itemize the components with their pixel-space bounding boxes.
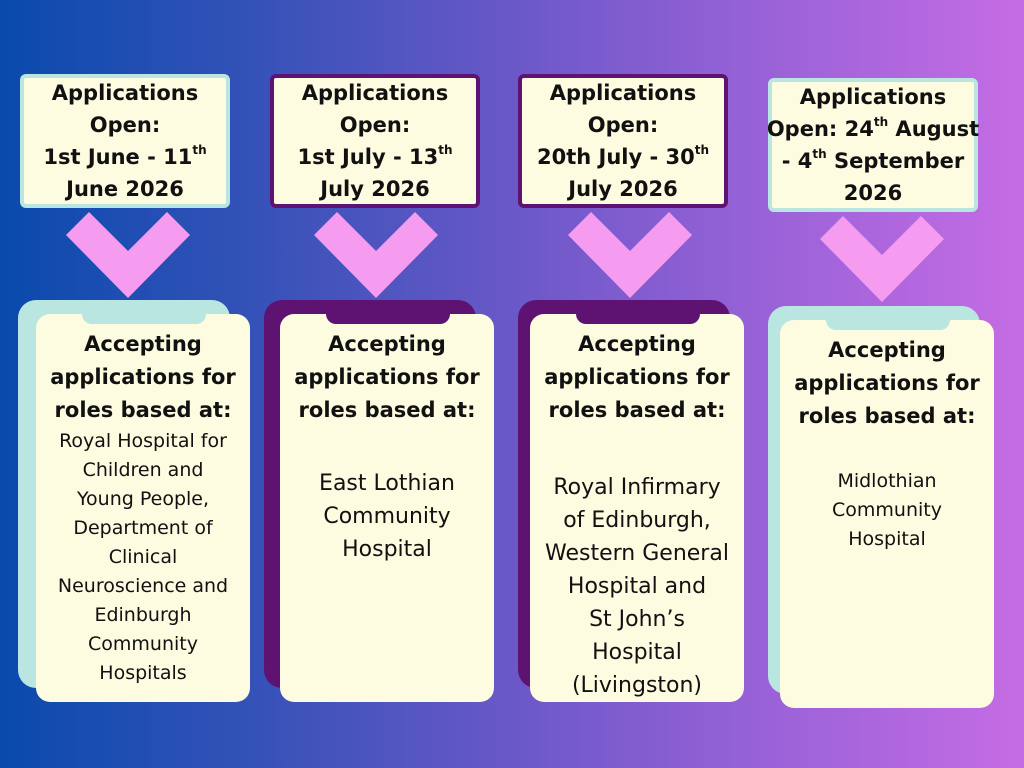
chevron-down-icon — [820, 216, 944, 306]
card-locations: Royal Infirmary of Edinburgh, Western General Hospital and St John’s Hospital (Livingston) — [545, 475, 729, 698]
date-line: Open: — [587, 113, 659, 137]
date-box-3 — [518, 74, 728, 208]
date-line: Applications — [799, 85, 947, 109]
date-line: 20th July - 30th — [536, 143, 710, 169]
date-line: Open: — [89, 113, 161, 137]
location-card-2 — [280, 314, 494, 702]
card-tab — [826, 316, 950, 330]
chevron-down-icon — [314, 212, 438, 302]
card-tab — [326, 310, 450, 324]
card-tab — [576, 310, 700, 324]
date-line: - 4th September — [781, 147, 965, 173]
date-box-2 — [270, 74, 480, 208]
date-line: 1st July - 13th — [297, 143, 453, 169]
card-heading: Accepting applications for roles based at: — [794, 338, 980, 428]
date-line: Applications — [51, 81, 199, 105]
date-line: July 2026 — [320, 177, 430, 201]
card-heading: Accepting applications for roles based at: — [50, 332, 236, 422]
card-locations: Royal Hospital for Children and Young People, Department of Clinical Neuroscience and Edinburgh Community Hospitals — [57, 430, 229, 684]
date-line: Applications — [549, 81, 697, 105]
location-card-1 — [36, 314, 250, 702]
card-locations: Midlothian Community Hospital — [832, 470, 942, 550]
card-locations: East Lothian Community Hospital — [319, 471, 455, 562]
date-line: 2026 — [843, 181, 903, 205]
card-tab — [82, 310, 206, 324]
chevron-down-icon — [66, 212, 190, 302]
date-line: July 2026 — [568, 177, 678, 201]
chevron-down-icon — [568, 212, 692, 302]
date-box-4 — [768, 78, 978, 212]
date-line: Open: — [339, 113, 411, 137]
date-box-1 — [20, 74, 230, 208]
date-line: Applications — [301, 81, 449, 105]
location-card-3 — [530, 314, 744, 702]
location-card-4 — [780, 320, 994, 708]
date-line: June 2026 — [66, 177, 184, 201]
date-line: Open: 24th August — [766, 115, 980, 141]
card-heading: Accepting applications for roles based at: — [544, 332, 730, 422]
date-line: 1st June - 11th — [43, 143, 207, 169]
card-heading: Accepting applications for roles based at: — [294, 332, 480, 422]
